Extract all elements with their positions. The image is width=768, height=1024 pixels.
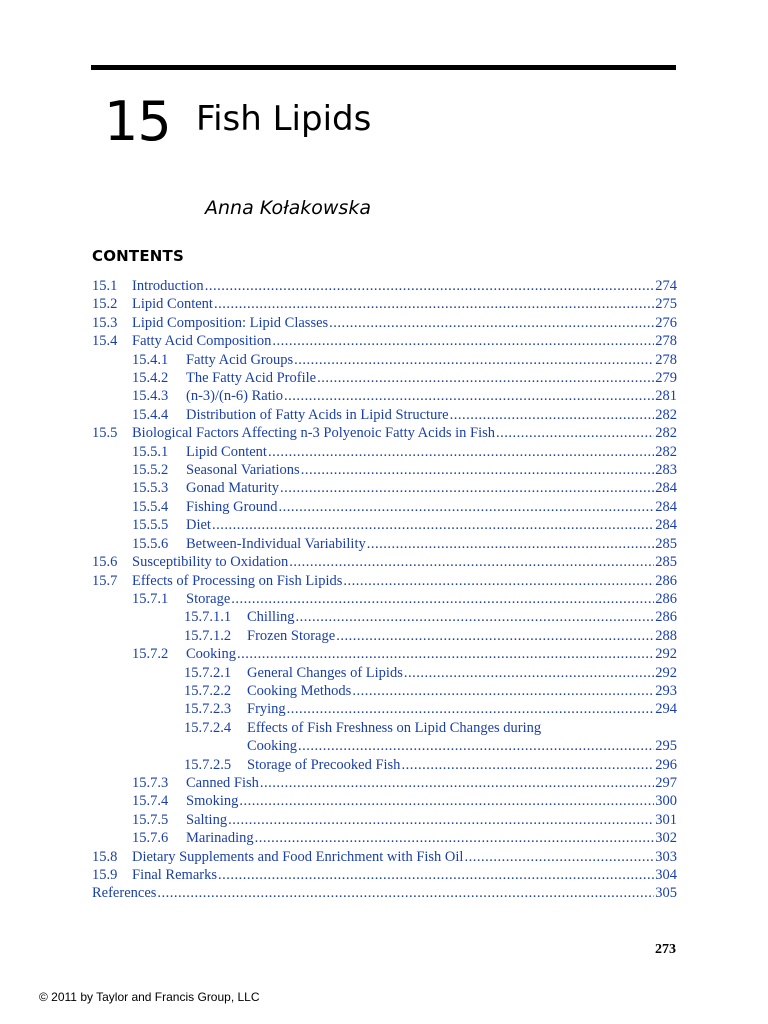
toc-dot-leader: [228, 811, 654, 829]
toc-entry[interactable]: [92, 590, 677, 608]
toc-entry[interactable]: [92, 700, 677, 718]
toc-entry-title: Frozen Storage: [247, 627, 336, 644]
toc-entry-title: Effects of Processing on Fish Lipids: [132, 572, 343, 589]
toc-entry[interactable]: [92, 645, 677, 663]
toc-entry-number: 15.7.1.1: [184, 609, 232, 626]
toc-entry-number: 15.7.5: [132, 811, 169, 828]
toc-entry-title: Seasonal Variations: [186, 462, 300, 479]
toc-entry-title: Effects of Fish Freshness on Lipid Changes during: [247, 719, 542, 736]
toc-entry-page: 302: [655, 830, 677, 847]
toc-entry-number: 15.9: [92, 867, 118, 883]
toc-entry-page: 297: [655, 774, 677, 791]
toc-entry-number: 15.2: [92, 296, 118, 313]
toc-entry-page: 286: [655, 609, 677, 626]
toc-entry-page: 279: [655, 370, 677, 387]
toc-entry[interactable]: [92, 406, 677, 424]
toc-entry-title: Chilling: [247, 609, 295, 626]
toc-entry-title: Storage of Precooked Fish: [247, 756, 401, 773]
toc-entry-title: Cooking: [186, 646, 236, 663]
toc-entry-page: 275: [655, 296, 677, 313]
toc-entry-number: 15.4.4: [132, 406, 169, 423]
toc-dot-leader: [317, 369, 654, 387]
toc-entry-page: 281: [655, 388, 677, 405]
toc-entry-number: 15.7.2.1: [184, 664, 232, 681]
toc-entry[interactable]: [92, 277, 677, 295]
toc-entry[interactable]: [92, 387, 677, 405]
top-rule: [91, 65, 676, 70]
toc-entry-number: 15.5.5: [132, 517, 169, 534]
toc-entry-number: 15.4.2: [132, 370, 169, 387]
toc-entry-title: Frying: [247, 701, 286, 718]
toc-entry[interactable]: [92, 498, 677, 516]
toc-entry[interactable]: [92, 479, 677, 497]
toc-entry-continuation[interactable]: [92, 737, 677, 755]
toc-entry[interactable]: [92, 314, 677, 332]
toc-entry-page: 284: [655, 498, 677, 515]
toc-dot-leader: [272, 332, 654, 350]
toc-entry[interactable]: [92, 884, 677, 902]
toc-entry-title: Lipid Composition: Lipid Classes: [132, 314, 329, 331]
toc-dot-leader: [231, 590, 654, 608]
toc-dot-leader: [298, 737, 654, 755]
toc-entry-page: 296: [655, 756, 677, 773]
toc-entry-number: 15.4: [92, 333, 118, 350]
toc-entry-page: 305: [655, 885, 677, 902]
toc-entry[interactable]: [92, 608, 677, 626]
toc-entry-page: 285: [655, 535, 677, 552]
toc-entry[interactable]: [92, 516, 677, 534]
toc-entry-page: 282: [655, 406, 677, 423]
toc-dot-leader: [268, 443, 654, 461]
toc-entry[interactable]: [92, 424, 677, 442]
toc-entry-title: Fishing Ground: [186, 498, 278, 515]
table-of-contents: [92, 277, 677, 903]
toc-entry-title: Biological Factors Affecting n-3 Polyenoic Fatty Acids in Fish: [132, 425, 496, 442]
toc-entry-page: 286: [655, 590, 677, 607]
toc-entry-page: 304: [655, 867, 677, 883]
toc-dot-leader: [367, 535, 655, 553]
toc-entry-number: 15.7.1: [132, 590, 169, 607]
toc-entry[interactable]: [92, 774, 677, 792]
toc-entry-number: 15.7.2: [132, 646, 169, 663]
toc-entry[interactable]: [92, 848, 677, 866]
toc-entry-title: Marinading: [186, 830, 254, 847]
toc-entry[interactable]: [92, 461, 677, 479]
toc-entry-page: 284: [655, 517, 677, 534]
toc-entry-title: Cooking Methods: [247, 682, 352, 699]
toc-entry-title: Storage: [186, 590, 231, 607]
toc-dot-leader: [214, 295, 654, 313]
toc-dot-leader: [329, 314, 654, 332]
toc-entry-number: 15.8: [92, 848, 118, 865]
toc-entry-page: 285: [655, 554, 677, 571]
toc-entry[interactable]: [92, 369, 677, 387]
toc-entry-title: Gonad Maturity: [186, 480, 280, 497]
toc-entry-title: (n-3)/(n-6) Ratio: [186, 388, 284, 405]
toc-entry-title: Diet: [186, 517, 211, 534]
toc-entry[interactable]: [92, 627, 677, 645]
toc-dot-leader: [352, 682, 654, 700]
toc-entry-page: 301: [655, 811, 677, 828]
toc-entry[interactable]: [92, 719, 677, 737]
page-number: 273: [655, 942, 676, 957]
toc-entry-title: Dietary Supplements and Food Enrichment with Fish Oil: [132, 848, 464, 865]
toc-entry[interactable]: [92, 866, 677, 884]
toc-entry[interactable]: [92, 664, 677, 682]
toc-entry-number: 15.3: [92, 314, 118, 331]
toc-entry[interactable]: [92, 572, 677, 590]
toc-dot-leader: [239, 792, 654, 810]
toc-dot-leader: [237, 645, 654, 663]
toc-entry-page: 292: [655, 646, 677, 663]
contents-heading: CONTENTS: [92, 247, 184, 265]
toc-entry-page: 293: [655, 682, 677, 699]
toc-entry[interactable]: [92, 682, 677, 700]
toc-entry-page: 286: [655, 572, 677, 589]
toc-entry-page: 303: [655, 848, 677, 865]
toc-entry[interactable]: [92, 351, 677, 369]
toc-dot-leader: [464, 848, 654, 866]
toc-entry-number: 15.4.1: [132, 351, 169, 368]
toc-dot-leader: [496, 424, 654, 442]
toc-entry-title: Smoking: [186, 793, 239, 810]
toc-entry-title: Introduction: [132, 278, 204, 294]
toc-dot-leader: [301, 461, 655, 479]
toc-entry-page: 278: [655, 351, 677, 368]
toc-entry-title: Fatty Acid Groups: [186, 351, 294, 368]
toc-entry-page: 283: [655, 462, 677, 479]
toc-dot-leader: [260, 774, 654, 792]
toc-entry-number: 15.5.6: [132, 535, 169, 552]
toc-entry-number: 15.5.4: [132, 498, 169, 515]
toc-entry-page: 300: [655, 793, 677, 810]
toc-dot-leader: [450, 406, 655, 424]
toc-entry-title: Lipid Content: [186, 443, 267, 460]
toc-dot-leader: [278, 498, 654, 516]
copyright-notice: © 2011 by Taylor and Francis Group, LLC: [39, 990, 260, 1004]
toc-entry-number: 15.5.2: [132, 462, 169, 479]
toc-entry-number: 15.4.3: [132, 388, 169, 405]
toc-dot-leader: [284, 387, 654, 405]
toc-entry-title: Susceptibility to Oxidation: [132, 554, 289, 571]
toc-entry[interactable]: [92, 756, 677, 774]
toc-entry-page: 292: [655, 664, 677, 681]
toc-entry-title: References: [92, 885, 157, 902]
toc-entry-title: Between-Individual Variability: [186, 535, 366, 552]
toc-dot-leader: [294, 351, 654, 369]
toc-entry-page: 284: [655, 480, 677, 497]
toc-dot-leader: [212, 516, 654, 534]
toc-entry-number: 15.7.2.4: [184, 719, 232, 736]
toc-entry-title: Distribution of Fatty Acids in Lipid Structure: [186, 406, 449, 423]
toc-entry-title: Salting: [186, 811, 228, 828]
toc-entry-page: 278: [655, 333, 677, 350]
toc-entry-number: 15.7.4: [132, 793, 169, 810]
toc-entry-number: 15.7.6: [132, 830, 169, 847]
toc-dot-leader: [287, 700, 655, 718]
toc-entry-number: 15.5: [92, 425, 118, 442]
chapter-author: Anna Kołakowska: [205, 197, 371, 219]
toc-entry-number: 15.7.1.2: [184, 627, 232, 644]
toc-entry-number: 15.7.2.5: [184, 756, 232, 773]
toc-entry-number: 15.7.2.2: [184, 682, 232, 699]
toc-entry[interactable]: [92, 332, 677, 350]
toc-entry[interactable]: [92, 443, 677, 461]
toc-dot-leader: [205, 277, 655, 295]
toc-dot-leader: [404, 664, 654, 682]
toc-entry-page: 282: [655, 425, 677, 442]
toc-entry-title: General Changes of Lipids: [247, 664, 403, 681]
toc-entry-title-continued: Cooking: [247, 738, 297, 755]
chapter-title: Fish Lipids: [196, 99, 372, 139]
toc-dot-leader: [289, 553, 654, 571]
toc-entry[interactable]: [92, 535, 677, 553]
toc-entry-title: Canned Fish: [186, 774, 259, 791]
toc-entry-page: 294: [655, 701, 677, 718]
toc-entry[interactable]: [92, 553, 677, 571]
toc-entry-number: 15.1: [92, 278, 118, 294]
toc-entry-page: 288: [655, 627, 677, 644]
toc-dot-leader: [296, 608, 655, 626]
toc-entry[interactable]: [92, 811, 677, 829]
toc-entry[interactable]: [92, 792, 677, 810]
toc-dot-leader: [218, 866, 654, 884]
toc-entry-number: 15.7: [92, 572, 118, 589]
toc-entry-number: 15.5.3: [132, 480, 169, 497]
toc-entry-title: Lipid Content: [132, 296, 213, 313]
toc-entry[interactable]: [92, 829, 677, 847]
toc-entry-title: The Fatty Acid Profile: [186, 370, 317, 387]
toc-dot-leader: [336, 627, 654, 645]
toc-entry-number: 15.7.2.3: [184, 701, 232, 718]
toc-entry-number: 15.6: [92, 554, 118, 571]
toc-dot-leader: [280, 479, 654, 497]
toc-entry-page: 274: [655, 278, 677, 294]
toc-entry-title: Final Remarks: [132, 867, 217, 883]
toc-entry-title: Fatty Acid Composition: [132, 333, 272, 350]
toc-dot-leader: [401, 756, 654, 774]
toc-entry[interactable]: [92, 295, 677, 313]
toc-dot-leader: [343, 572, 654, 590]
toc-entry-page: 276: [655, 314, 677, 331]
toc-dot-leader: [255, 829, 655, 847]
toc-entry-page: 282: [655, 443, 677, 460]
toc-entry-number: 15.7.3: [132, 774, 169, 791]
toc-entry-number: 15.5.1: [132, 443, 169, 460]
toc-entry-page: 295: [655, 738, 677, 755]
toc-dot-leader: [157, 884, 654, 902]
chapter-number: 15: [104, 90, 171, 153]
